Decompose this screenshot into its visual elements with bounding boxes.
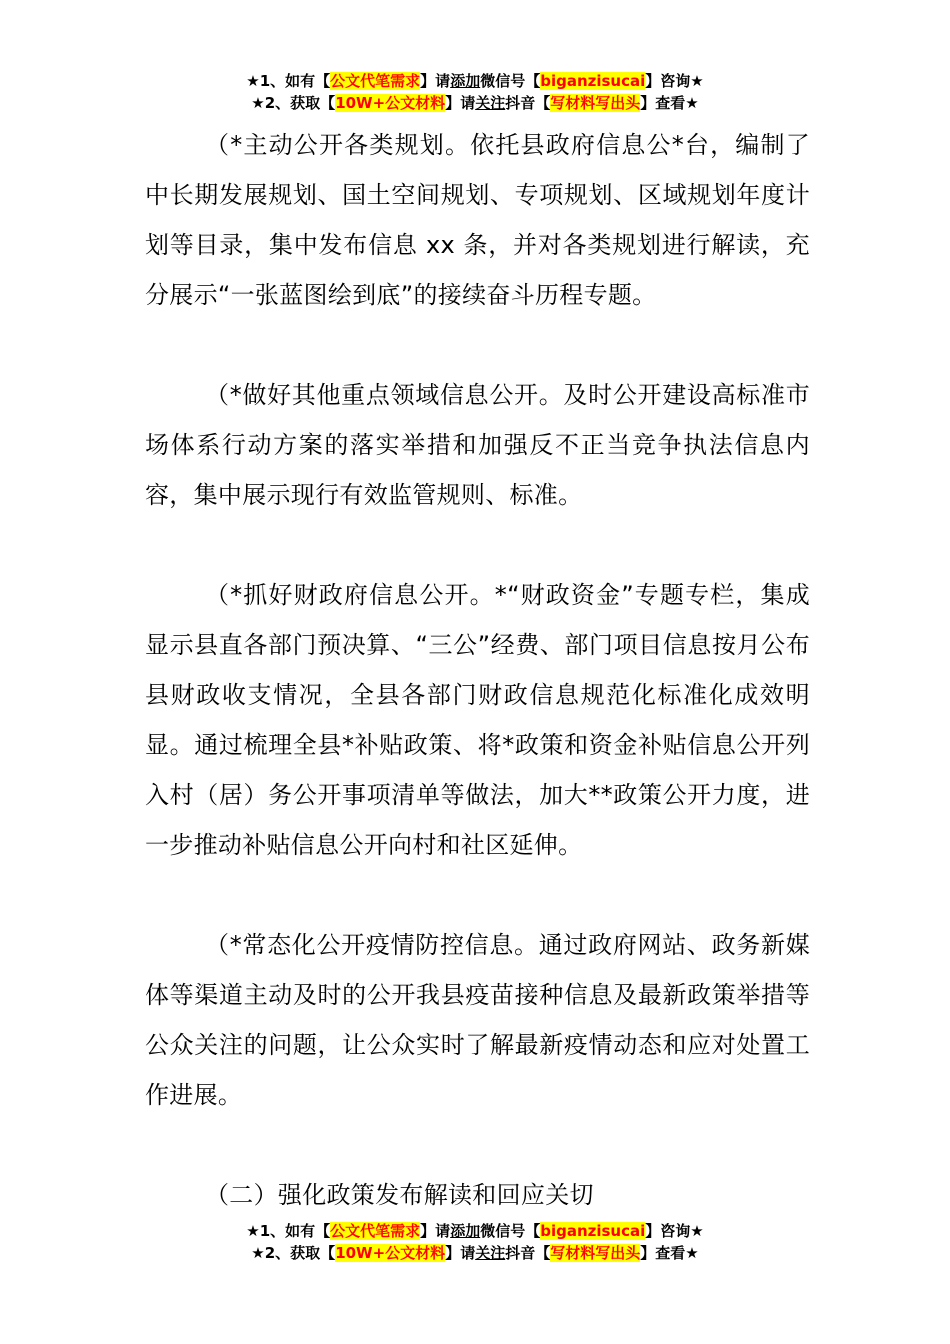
banner-text: 微信号【: [480, 72, 541, 90]
banner-text: 微信号【: [480, 1222, 541, 1240]
document-body: [145, 120, 810, 1220]
banner-text: 】请: [445, 94, 476, 112]
banner-text: ★2、获取【: [251, 94, 336, 112]
banner-text: ★2、获取【: [251, 1244, 336, 1262]
paragraph: （*常态化公开疫情防控信息。通过政府网站、政务新媒体等渠道主动及时的公开我县疫苗接种信息及最新政策举措等公众关注的问题，让公众实时了解最新疫情动态和应对处置工作进展。: [145, 931, 810, 1109]
banner-highlight: biganzisucai: [540, 72, 646, 90]
banner-highlight: 10W+公文材料: [335, 1244, 446, 1262]
banner-text: 】请: [420, 72, 451, 90]
banner-highlight: 公文代笔需求: [330, 1222, 421, 1240]
banner-underlined: 添加: [450, 1222, 481, 1240]
paragraph: （*主动公开各类规划。依托县政府信息公*台，编制了中长期发展规划、国土空间规划、专项规划、区域规划年度计划等目录，集中发布信息 xx 条，并对各类规划进行解读，充分展示“一张蓝图绘到底”的接续奋斗历程专题。: [145, 131, 810, 309]
banner-text: ★1、如有【: [246, 72, 331, 90]
bottom-banner: [0, 1220, 950, 1264]
banner-highlight: 写材料写出头: [550, 94, 641, 112]
banner-text: 抖音【: [505, 94, 551, 112]
banner-highlight: biganzisucai: [540, 1222, 646, 1240]
banner-text: 】请: [420, 1222, 451, 1240]
banner-text: 抖音【: [505, 1244, 551, 1262]
banner-line-2: [0, 92, 950, 114]
banner-line-1: [0, 70, 950, 92]
banner-highlight: 写材料写出头: [550, 1244, 641, 1262]
paragraph: （*抓好财政府信息公开。*“财政资金”专题专栏，集成显示县直各部门预决算、“三公”经费、部门项目信息按月公布县财政收支情况，全县各部门财政信息规范化标准化成效明显。通过梳理全县*补贴政策、将*政策和资金补贴信息公开列入村（居）务公开事项清单等做法，加大**政策公开力度，进一步推动补贴信息公开向村和社区延伸。: [145, 581, 810, 859]
banner-text: 】咨询★: [645, 1222, 704, 1240]
banner-line-2: [0, 1242, 950, 1264]
banner-line-1: [0, 1220, 950, 1242]
banner-underlined: 关注: [475, 1244, 506, 1262]
section-heading: （二）强化政策发布解读和回应关切: [205, 1181, 594, 1209]
banner-text: ★1、如有【: [246, 1222, 331, 1240]
banner-text: 】请: [445, 1244, 476, 1262]
banner-text: 】咨询★: [645, 72, 704, 90]
top-banner: [0, 70, 950, 114]
banner-text: 】查看★: [640, 1244, 699, 1262]
banner-highlight: 10W+公文材料: [335, 94, 446, 112]
banner-text: 】查看★: [640, 94, 699, 112]
banner-underlined: 添加: [450, 72, 481, 90]
paragraph: （*做好其他重点领域信息公开。及时公开建设高标准市场体系行动方案的落实举措和加强反不正当竞争执法信息内容，集中展示现行有效监管规则、标准。: [145, 381, 810, 509]
banner-underlined: 关注: [475, 94, 506, 112]
banner-highlight: 公文代笔需求: [330, 72, 421, 90]
